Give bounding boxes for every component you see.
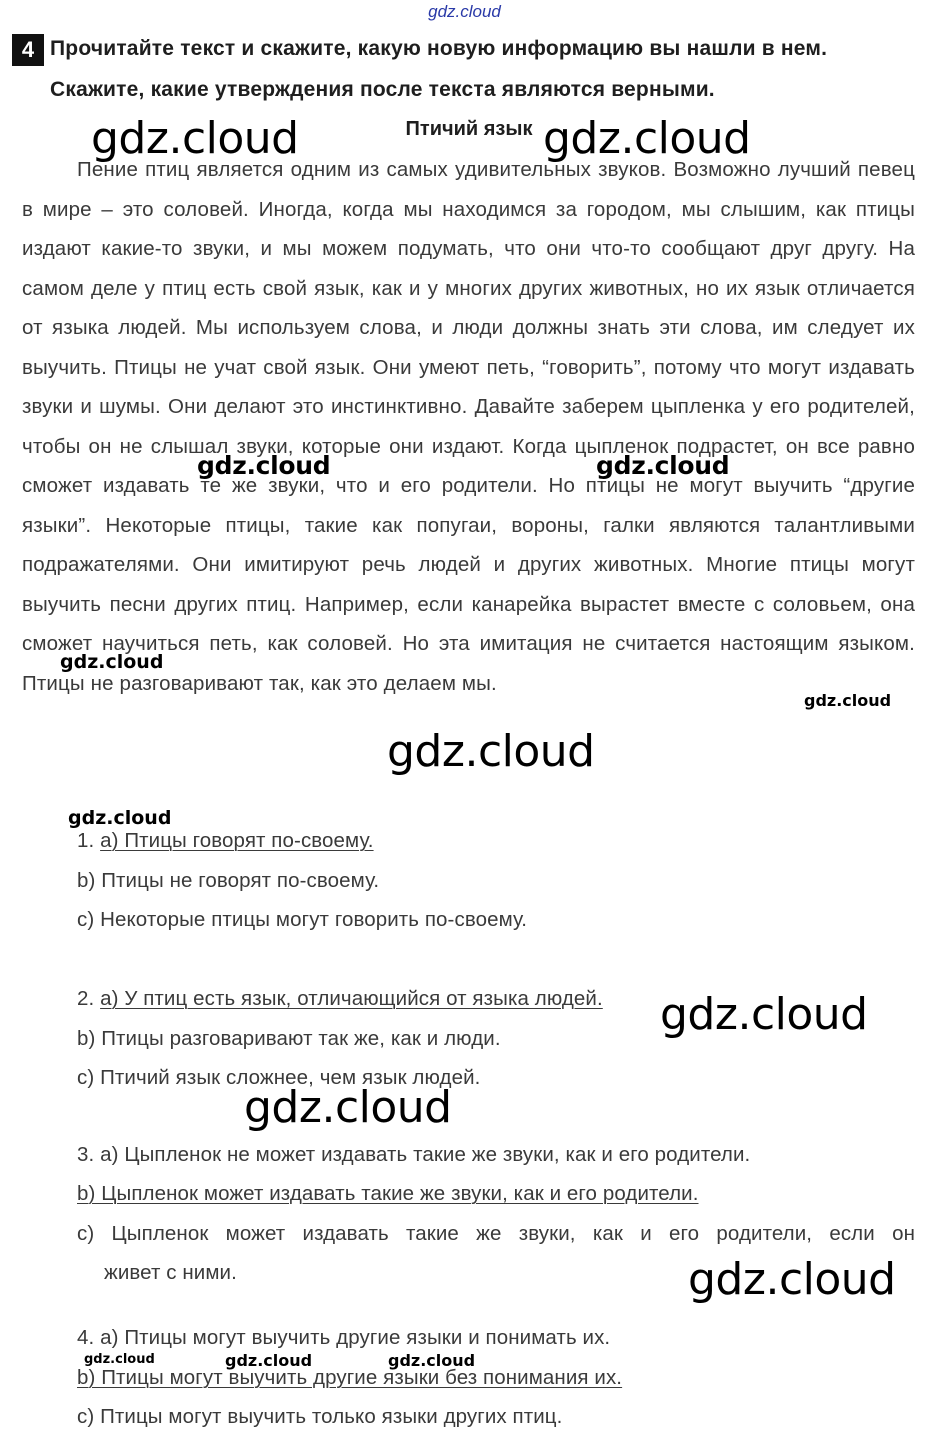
q3-option-c-line2: живет с ними.	[104, 1261, 237, 1284]
watermark: gdz.cloud	[225, 1351, 313, 1370]
watermark: gdz.cloud	[804, 691, 892, 710]
q3-option-a	[77, 1143, 750, 1167]
q4-number: 4.	[77, 1326, 95, 1349]
text-body: Пение птиц является одним из самых удивительных звуков. Возможно лучший певец в мире – это соловей. Иногда, когда мы находимся за городом, мы слышим, как птицы издают какие-то звуки, и мы можем подумать, что они что-то сообщают друг другу. На самом деле у птиц есть свой язык, как и у многих других животных, но их язык отличается от языка людей. Мы используем слова, и люди должны знать эти слова, им следует их выучить. Птицы не учат свой язык. Они умеют петь, “говорить”, потому что могут издавать звуки и шумы. Они делают это инстинктивно. Давайте заберем цыпленка у его родителей, чтобы он не слышал звуки, которые они издают. Когда цыпленок подрастет, он все равно сможет издавать те же звуки, что и его родители. Но птицы не могут выучить “другие языки”. Некоторые птицы, такие как попугаи, вороны, галки являются талантливыми подражателями. Они имитируют речь людей и других животных. Многие птицы могут выучить песни других птиц. Например, если канарейка вырастет вместе с соловьем, она сможет научиться петь, как соловей. Но эта имитация не считается настоящим языком. Птицы не разговаривают так, как это делаем мы.	[22, 158, 915, 695]
q1-option-a	[77, 829, 374, 853]
watermark: gdz.cloud	[197, 451, 331, 480]
watermark: gdz.cloud	[596, 451, 730, 480]
watermark: gdz.cloud	[91, 113, 299, 164]
q3-option-c-line1: c) Цыпленок может издавать такие же звуки, как и его родители, если он	[77, 1222, 915, 1245]
watermark: gdz.cloud	[688, 1254, 896, 1305]
q2-option-b: b) Птицы разговаривают так же, как и люди.	[77, 1027, 501, 1050]
q2-option-a-text: a) У птиц есть язык, отличающийся от языка людей.	[100, 987, 603, 1010]
q2-option-a	[77, 987, 603, 1011]
q4-option-a-text: a) Птицы могут выучить другие языки и понимать их.	[100, 1326, 611, 1349]
q4-option-b-text: b) Птицы могут выучить другие языки без понимания их.	[77, 1366, 623, 1389]
q1-number: 1.	[77, 829, 95, 852]
q3-option-b	[77, 1182, 699, 1206]
task-number-badge: 4	[12, 34, 44, 66]
watermark: gdz.cloud	[387, 726, 595, 777]
q3-number: 3.	[77, 1143, 95, 1166]
q4-option-a	[77, 1326, 610, 1350]
q1-option-b: b) Птицы не говорят по-своему.	[77, 869, 380, 892]
text-title: Птичий язык	[405, 118, 533, 140]
q3-option-b-text: b) Цыпленок может издавать такие же звуки, как и его родители.	[77, 1182, 699, 1205]
q4-option-b	[77, 1366, 622, 1390]
task-instruction-line1: Прочитайте текст и скажите, какую новую информацию вы нашли в нем.	[50, 37, 828, 60]
q2-number: 2.	[77, 987, 95, 1010]
watermark: gdz.cloud	[543, 113, 751, 164]
watermark: gdz.cloud	[84, 1352, 155, 1367]
q2-option-c: c) Птичий язык сложнее, чем язык людей.	[77, 1066, 481, 1089]
watermark: gdz.cloud	[60, 651, 164, 673]
top-watermark: gdz.cloud	[428, 2, 501, 21]
q1-option-c: c) Некоторые птицы могут говорить по-своему.	[77, 908, 528, 931]
q4-option-c: c) Птицы могут выучить только языки других птиц.	[77, 1405, 563, 1428]
watermark: gdz.cloud	[68, 807, 172, 829]
q3-option-a-text: a) Цыпленок не может издавать такие же звуки, как и его родители.	[100, 1143, 751, 1166]
watermark: gdz.cloud	[660, 989, 868, 1040]
watermark: gdz.cloud	[244, 1082, 452, 1133]
watermark: gdz.cloud	[388, 1351, 476, 1370]
task-instruction-line2: Скажите, какие утверждения после текста являются верными.	[50, 78, 715, 101]
q1-option-a-text: a) Птицы говорят по-своему.	[100, 829, 374, 852]
